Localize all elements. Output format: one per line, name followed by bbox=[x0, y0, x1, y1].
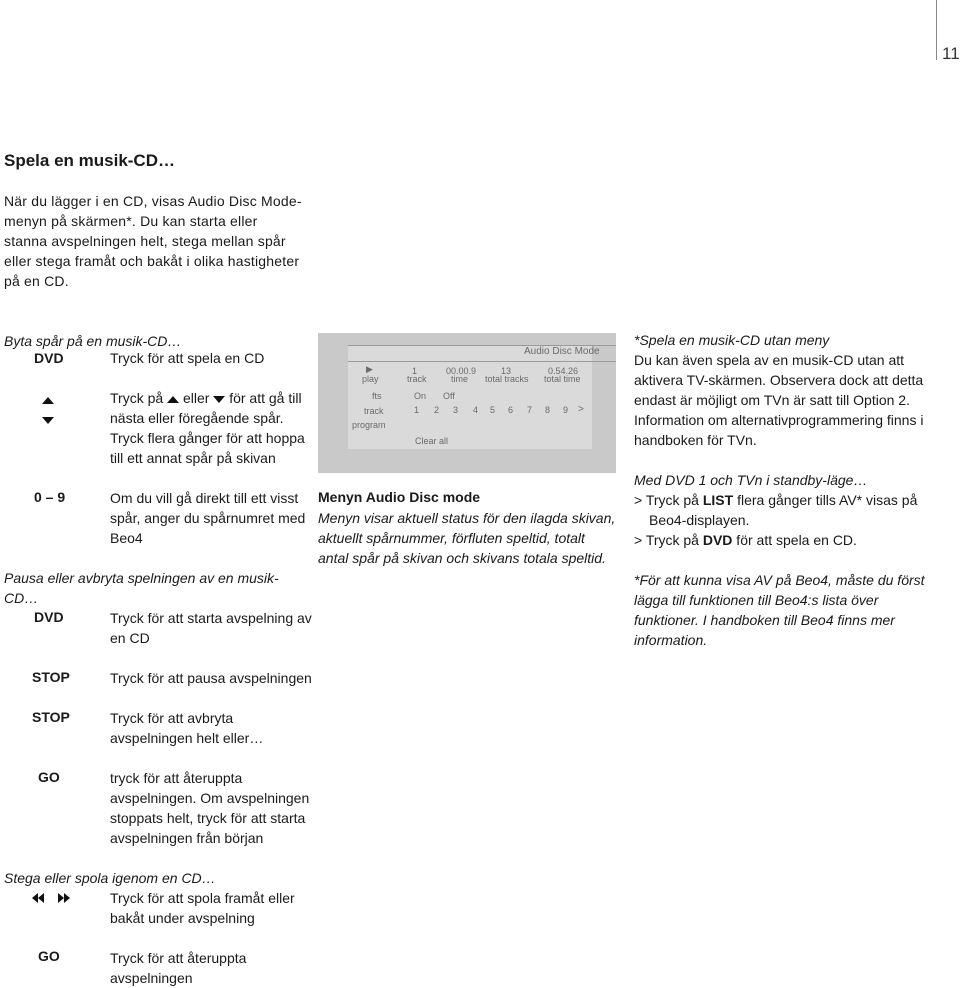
right-p1-line5: handboken för TVn. bbox=[634, 432, 757, 448]
bullet-1-text-a: > Tryck på bbox=[634, 492, 703, 508]
note-line2: lägga till funktionen till Beo4:s lista över bbox=[634, 592, 879, 608]
go-key-1: GO bbox=[38, 769, 60, 785]
section-title-stega: Stega eller spola igenom en CD… bbox=[4, 870, 216, 886]
stop-cancel-line1: Tryck för att avbryta bbox=[110, 710, 234, 726]
caption-line1: Menyn visar aktuell status för den ilagda skivan, bbox=[318, 510, 616, 526]
arrows-instruction-line1 bbox=[110, 388, 302, 408]
section-title-pausa-1: Pausa eller avbryta spelningen av en musik- bbox=[4, 570, 279, 586]
stop-key-2: STOP bbox=[32, 709, 70, 725]
up-arrow-inline-icon bbox=[167, 396, 179, 403]
total-tracks-label: total tracks bbox=[485, 374, 529, 384]
caption-line2: aktuellt spårnummer, förfluten speltid, totalt bbox=[318, 530, 585, 546]
arrows-instruction-line2: nästa eller föregående spår. bbox=[110, 410, 284, 426]
track-number-4: 4 bbox=[473, 405, 479, 415]
track-number-2: 2 bbox=[434, 405, 440, 415]
arrows-instruction-line4: till ett annat spår på skivan bbox=[110, 450, 276, 466]
right-title-2: Med DVD 1 och TVn i standby-läge… bbox=[634, 472, 868, 488]
number-keys: 0 – 9 bbox=[34, 489, 66, 505]
dvd-key-inline: DVD bbox=[702, 532, 733, 548]
bullet-1-text-b: flera gånger tills AV* visas på bbox=[733, 492, 918, 508]
go-resume-line3: stoppats helt, tryck för att starta bbox=[110, 810, 306, 826]
down-arrow-inline-icon bbox=[213, 396, 225, 403]
page-divider bbox=[936, 0, 937, 60]
track-number-8: 8 bbox=[545, 405, 551, 415]
screen-title: Audio Disc Mode bbox=[524, 346, 600, 357]
page-number: 11 bbox=[942, 44, 960, 63]
section-title-pausa-2: CD… bbox=[4, 590, 39, 606]
stop-key-1: STOP bbox=[32, 669, 70, 685]
track-number-5: 5 bbox=[490, 405, 496, 415]
list-key: LIST bbox=[702, 492, 734, 508]
number-instruction-line1: Om du vill gå direkt till ett visst bbox=[110, 490, 299, 506]
fts-on: On bbox=[414, 391, 427, 401]
dvd-instruction: Tryck för att spela en CD bbox=[110, 350, 265, 366]
track-number-7: 7 bbox=[527, 405, 533, 415]
track-number-9: 9 bbox=[563, 405, 569, 415]
total-tracks-value: 13 bbox=[501, 366, 512, 376]
dvd-start-line1: Tryck för att starta avspelning av bbox=[110, 610, 312, 626]
time-value: 00.00.9 bbox=[446, 366, 477, 376]
track-number-6: 6 bbox=[508, 405, 514, 415]
caption-title: Menyn Audio Disc mode bbox=[318, 489, 481, 505]
number-instruction-line2: spår, anger du spårnumret med bbox=[110, 510, 306, 526]
right-p1-line1: Du kan även spela av en musik-CD utan att bbox=[634, 352, 905, 368]
go-resume-line1: tryck för att återuppta bbox=[110, 770, 243, 786]
note-line3: funktioner. I handboken till Beo4 finns mer bbox=[634, 612, 895, 628]
total-time-value: 0.54.26 bbox=[548, 366, 579, 376]
dvd-key-2: DVD bbox=[34, 609, 64, 625]
rewind-forward-icon bbox=[32, 891, 70, 905]
spola-line1: Tryck för att spola framåt eller bbox=[110, 890, 295, 906]
dvd-key: DVD bbox=[34, 350, 64, 366]
screen-title-rule bbox=[348, 361, 616, 362]
audio-disc-mode-screen bbox=[318, 333, 616, 473]
total-time-label: total time bbox=[544, 374, 581, 384]
arrows-text-c: för att gå till bbox=[229, 390, 302, 406]
number-instruction-line3: Beo4 bbox=[110, 530, 143, 546]
dvd-start-line2: en CD bbox=[110, 630, 150, 646]
go-resume2-line1: Tryck för att återuppta bbox=[110, 950, 247, 966]
intro-paragraph: När du lägger i en CD, visas Audio Disc Mode-menyn på skärmen*. Du kan starta eller stanna avspelningen helt, stega mellan spår eller stega framåt och bakåt i olika hastigheter på en CD. bbox=[4, 193, 302, 289]
track-number: 1 bbox=[412, 366, 418, 376]
track-number-3: 3 bbox=[453, 405, 459, 415]
more-tracks-arrow: > bbox=[578, 404, 584, 415]
arrows-instruction-line3: Tryck flera gånger för att hoppa bbox=[110, 430, 305, 446]
spola-line2: bakåt under avspelning bbox=[110, 910, 255, 926]
bullet-1-text-c: Beo4-displayen. bbox=[649, 512, 750, 528]
arrows-text-a: Tryck på bbox=[110, 390, 164, 406]
note-line4: information. bbox=[634, 632, 708, 648]
fts-off: Off bbox=[443, 391, 455, 401]
play-icon: ▶ bbox=[366, 364, 373, 374]
go-key-2: GO bbox=[38, 948, 60, 964]
bullet-list-step-1 bbox=[634, 490, 917, 510]
bullet-list-step-2 bbox=[634, 530, 857, 550]
fts-label: fts bbox=[372, 391, 382, 401]
bullet-2-text-a: > Tryck på bbox=[634, 532, 703, 548]
time-label: time bbox=[451, 374, 469, 384]
go-resume2-line2: avspelningen bbox=[110, 970, 193, 986]
right-p1-line4: Information om alternativprogrammering finns i bbox=[634, 412, 924, 428]
right-title-1: *Spela en musik-CD utan meny bbox=[634, 332, 830, 348]
right-p1-line3: endast är möjligt om TVn är satt till Option 2. bbox=[634, 392, 910, 408]
go-resume-line4: avspelningen från början bbox=[110, 830, 264, 846]
program-label: program bbox=[352, 420, 386, 430]
track-row-label: track bbox=[364, 406, 384, 416]
up-arrow-icon bbox=[42, 397, 54, 404]
track-label: track bbox=[407, 374, 427, 384]
bullet-2-text-b: för att spela en CD. bbox=[732, 532, 857, 548]
section-title-byta: Byta spår på en musik-CD… bbox=[4, 333, 182, 349]
right-p1-line2: aktivera TV-skärmen. Observera dock att detta bbox=[634, 372, 924, 388]
page-title: Spela en musik-CD… bbox=[4, 151, 175, 170]
clear-all: Clear all bbox=[415, 436, 449, 446]
track-number-1: 1 bbox=[414, 405, 420, 415]
play-label: play bbox=[362, 374, 379, 384]
stop-pause-instruction: Tryck för att pausa avspelningen bbox=[110, 670, 312, 686]
go-resume-line2: avspelningen. Om avspelningen bbox=[110, 790, 310, 806]
arrows-text-b: eller bbox=[182, 390, 210, 406]
stop-cancel-line2: avspelningen helt eller… bbox=[110, 730, 264, 746]
note-line1: *För att kunna visa AV på Beo4, måste du först bbox=[634, 572, 925, 588]
down-arrow-icon bbox=[42, 417, 54, 424]
caption-line3: antal spår på skivan och skivans totala speltid. bbox=[318, 550, 606, 566]
